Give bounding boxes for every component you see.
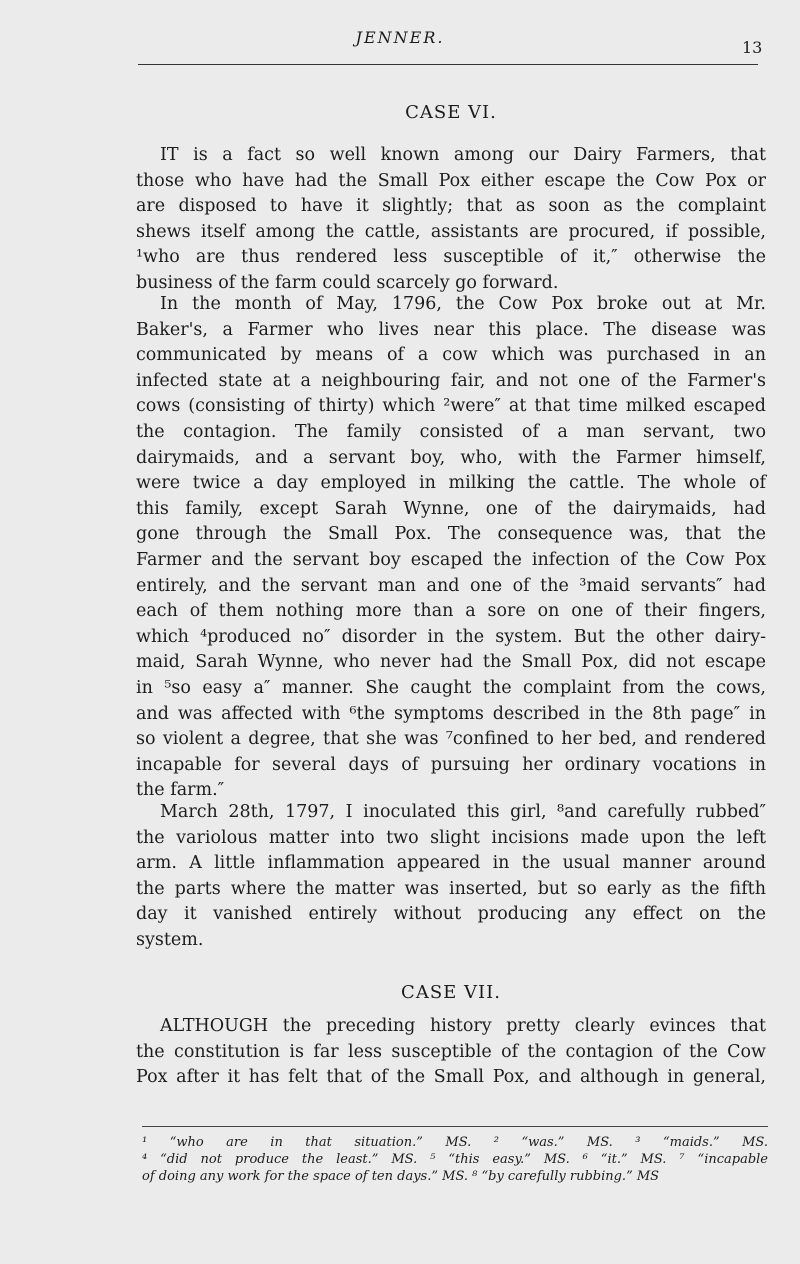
footnote-line: ¹ “who are in that situation.” MS. ² “was.” MS. ³ “maids.” MS. <box>142 1135 768 1150</box>
case-vi-paragraph-1 <box>136 143 766 297</box>
text-line: are disposed to have it slightly; that as soon as the complaint <box>136 196 766 217</box>
text-line: Baker's, a Farmer who lives near this place. The disease was <box>136 319 766 340</box>
text-line: Farmer and the servant boy escaped the infection of the Cow Pox <box>136 549 766 570</box>
text-line: infected state at a neighbouring fair, and not one of the Farmer's <box>136 370 766 391</box>
text-line: the farm.″ <box>136 780 225 801</box>
text-line: gone through the Small Pox. The consequence was, that the <box>136 524 766 545</box>
text-line: March 28th, 1797, I inoculated this girl, ⁸and carefully rubbed″ <box>160 802 766 822</box>
footnote-rule <box>142 1126 768 1127</box>
footnote-line: of doing any work for the space of ten days.” MS. ⁸ “by carefully rubbing.” MS <box>142 1169 660 1184</box>
text-line: arm. A little inflammation appeared in the usual manner around <box>136 853 766 874</box>
text-line: business of the farm could scarcely go forward. <box>136 272 559 293</box>
footnote-line: ⁴ “did not produce the least.” MS. ⁵ “this easy.” MS. ⁶ “it.” MS. ⁷ “incapable <box>142 1152 768 1167</box>
case-vii-heading: CASE VII. <box>401 982 501 1003</box>
header-rule <box>138 64 758 65</box>
text-line: IT is a fact so well known among our Dairy Farmers, that <box>160 145 766 165</box>
text-line: the contagion. The family consisted of a man servant, two <box>136 421 766 442</box>
page-number: 13 <box>742 38 763 57</box>
text-line: the parts where the matter was inserted, but so early as the fifth <box>136 878 766 899</box>
text-line: maid, Sarah Wynne, who never had the Small Pox, did not escape <box>136 652 766 673</box>
case-vi-paragraph-3 <box>136 800 766 954</box>
text-line: ¹who are thus rendered less susceptible of it,″ otherwise the <box>136 247 766 268</box>
text-line: dairymaids, and a servant boy, who, with the Farmer himself, <box>136 447 766 468</box>
text-line: communicated by means of a cow which was purchased in an <box>136 345 766 366</box>
text-line: In the month of May, 1796, the Cow Pox broke out at Mr. <box>160 294 766 314</box>
case-vi-paragraph-2 <box>136 292 766 804</box>
text-line: shews itself among the cattle, assistants are procured, if possible, <box>136 221 766 242</box>
footnotes <box>142 1134 768 1185</box>
text-line: the constitution is far less susceptible of the contagion of the Cow <box>136 1041 766 1062</box>
text-line: which ⁴produced no″ disorder in the system. But the other dairy- <box>136 626 766 647</box>
text-line: entirely, and the servant man and one of the ³maid servants″ had <box>136 575 766 596</box>
text-line: each of them nothing more than a sore on one of their fingers, <box>136 601 766 622</box>
case-vi-heading: CASE VI. <box>405 102 497 123</box>
running-title: JENNER. <box>355 28 445 47</box>
text-line: this family, except Sarah Wynne, one of the dairymaids, had <box>136 498 766 519</box>
text-line: day it vanished entirely without producing any effect on the <box>136 904 766 925</box>
text-line: incapable for several days of pursuing her ordinary vocations in <box>136 754 766 775</box>
text-line: the variolous matter into two slight incisions made upon the left <box>136 827 766 848</box>
text-line: so violent a degree, that she was ⁷confined to her bed, and rendered <box>136 729 766 750</box>
text-line: in ⁵so easy a″ manner. She caught the complaint from the cows, <box>136 677 766 698</box>
text-line: and was affected with ⁶the symptoms described in the 8th page″ in <box>136 703 766 724</box>
text-line: were twice a day employed in milking the cattle. The whole of <box>136 473 766 494</box>
case-vii-paragraph-1 <box>136 1014 766 1091</box>
text-line: Pox after it has felt that of the Small Pox, and although in general, <box>136 1067 766 1088</box>
text-line: ALTHOUGH the preceding history pretty clearly evinces that <box>160 1016 766 1036</box>
text-line: cows (consisting of thirty) which ²were″ at that time milked escaped <box>136 396 766 417</box>
text-line: system. <box>136 929 204 950</box>
text-line: those who have had the Small Pox either escape the Cow Pox or <box>136 170 766 191</box>
